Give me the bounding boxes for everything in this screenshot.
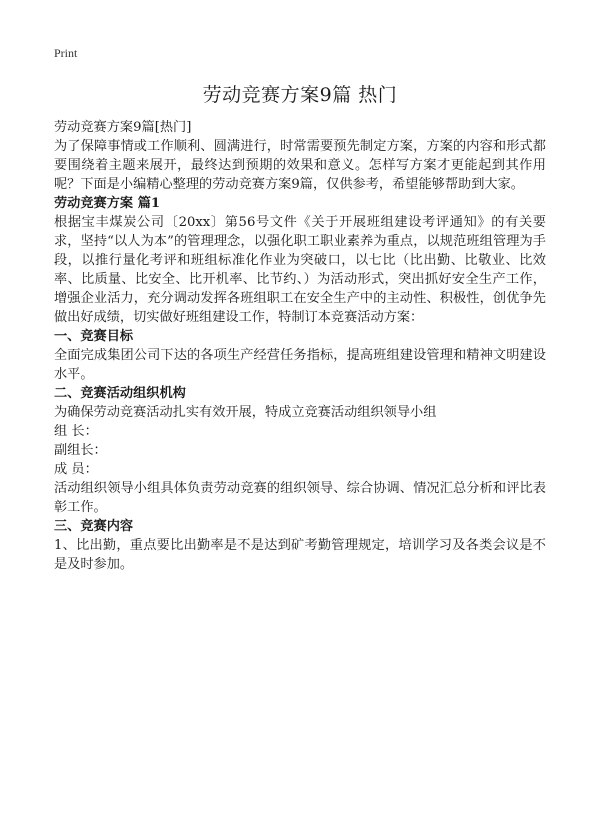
heading-goal: 一、竞赛目标 [54,329,134,344]
heading-organization: 二、竞赛活动组织机构 [54,386,186,401]
page-title: 劳动竞赛方案9篇 热门 [202,84,398,106]
organization-intro: 为确保劳动竞赛活动扎实有效开展，特成立竞赛活动组织领导小组 [54,405,437,420]
members-line: 成 员： [54,462,98,477]
vice-leader-line: 副组长： [54,443,107,458]
intro-paragraph: 为了保障事情或工作顺利、圆满进行，时常需要预先制定方案，方案的内容和形式都要围绕着主题来展开，最终达到预期的效果和意义。怎样写方案才更能起到其作用呢？下面是小编精心整理的劳动竞赛方案9篇，仅供参考，希望能够帮助到大家。 [54,139,546,192]
goal-paragraph: 全面完成集团公司下达的各项生产经营任务指标，提高班组建设管理和精神文明建设水平。 [54,348,546,382]
document-body [54,118,546,574]
section-paragraph: 根据宝丰煤炭公司〔20xx〕第56号文件《关于开展班组建设考评通知》的有关要求，坚持“以人为本”的管理理念，以强化职工职业素养为重点，以规范班组管理为手段，以推行量化考评和班组标准化作业为突破口，以七比（比出勤、比敬业、比效率、比质量、比安全、比开机率、比节约、）为活动形式，突出抓好安全生产工作，增强企业活力，充分调动发挥各班组职工在安全生产中的主动性、积极性，创优争先做出好成绩，切实做好班组建设工作，特制订本竞赛活动方案： [54,215,546,325]
content-item-1: 1、比出勤，重点要比出勤率是不是达到矿考勤管理规定，培训学习及各类会议是不是及时参加。 [54,538,546,572]
section-heading: 劳动竞赛方案 篇1 [54,196,161,211]
leader-line: 组 长： [54,424,98,439]
organization-duty: 活动组织领导小组具体负责劳动竞赛的组织领导、综合协调、情况汇总分析和评比表彰工作。 [54,481,546,515]
document-subtitle: 劳动竞赛方案9篇[热门] [54,120,192,135]
heading-content: 三、竞赛内容 [54,519,134,534]
print-label[interactable]: Print [54,46,78,60]
